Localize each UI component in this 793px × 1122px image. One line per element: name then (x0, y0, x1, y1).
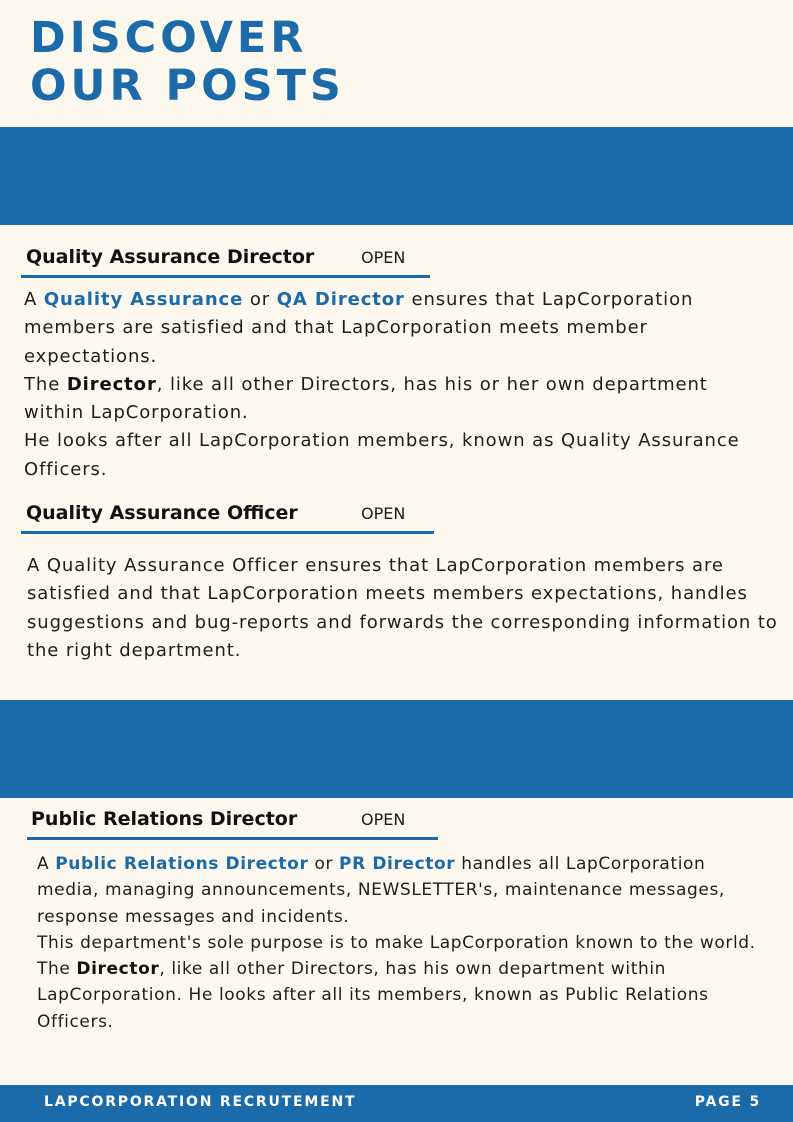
section-heading-qa-director (26, 245, 314, 269)
page-number: PAGE 5 (694, 1094, 761, 1110)
footer-title: LAPCORPORATION RECRUTEMENT (44, 1094, 357, 1110)
section-title: Quality Assurance Director (26, 246, 315, 268)
highlight-term: Quality Assurance (43, 289, 244, 310)
heading-underline (21, 275, 430, 278)
status-badge: OPEN (361, 503, 406, 523)
status-badge: OPEN (361, 247, 406, 267)
section-heading-qa-officer (26, 501, 298, 525)
decorative-band-top (0, 127, 793, 225)
status-badge: OPEN (361, 809, 406, 829)
section-title: Quality Assurance Officer (26, 502, 298, 524)
bold-term: Director (66, 373, 157, 395)
highlight-term: PR Director (339, 854, 456, 874)
section-paragraph-qa-director: A Quality Assurance or QA Director ensures that LapCorporation members are satisfied and that LapCorporation meets member expectations. The Director, like all other Directors, has his or her own department within LapCorporation. He looks after all LapCorporation members, known as Quality Assurance Officers. (24, 289, 740, 480)
page-footer (0, 1085, 793, 1122)
title-line-2: OUR POSTS (30, 61, 345, 111)
section-title: Public Relations Director (31, 808, 298, 830)
heading-underline (21, 531, 434, 534)
section-paragraph-qa-officer: A Quality Assurance Officer ensures that LapCorporation members are satisfied and that LapCorporation meets members expectations, handles suggestions and bug-reports and forwards the corresponding information to the right department. (27, 555, 778, 661)
heading-underline (27, 837, 438, 840)
decorative-band-middle (0, 700, 793, 798)
highlight-term: Public Relations Director (55, 854, 309, 874)
page-title (30, 14, 345, 110)
title-line-1: DISCOVER (30, 13, 308, 63)
bold-term: Director (76, 959, 160, 980)
highlight-term: QA Director (276, 289, 405, 310)
section-heading-pr-director (31, 807, 297, 831)
section-paragraph-pr-director: A Public Relations Director or PR Director handles all LapCorporation media, managing announcements, NEWSLETTER's, maintenance messages, response messages and incidents. This department's sole purpose is to make LapCorporation known to the world. The Director, like all other Directors, has his own department within LapCorporation. He looks after all its members, known as Public Relations Officers. (37, 854, 756, 1032)
